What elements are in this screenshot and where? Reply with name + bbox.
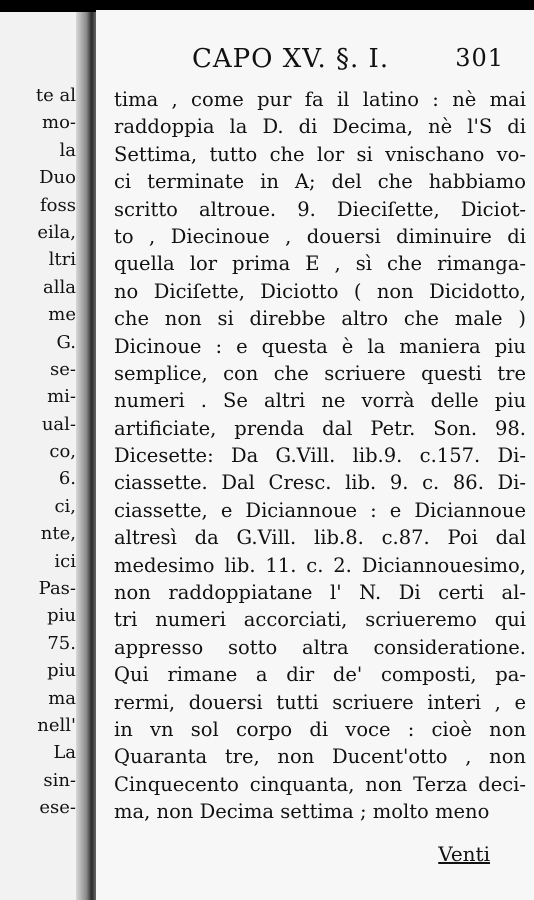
text-line: ciassette. Dal Cresc. lib. 9. c. 86. Di- [114,471,526,495]
left-text-fragment: mi- [47,386,76,408]
text-line: numeri . Se altri ne vorrà delle piu [114,389,526,413]
left-text-fragment: te al [35,85,76,106]
text-line: che non si direbbe altro che male ) [114,307,526,331]
left-text-fragment: alla [43,276,76,298]
text-line: Dicesette: Da G.Vill. lib.9. c.157. Di- [114,444,526,468]
left-text-fragment: sin- [43,769,76,791]
running-title: CAPO XV. §. I. [192,44,390,74]
left-text-fragment: la [59,139,76,161]
text-line: Quaranta tre, non Ducent'otto , non [114,745,526,769]
text-line: tri numeri accorciati, scriueremo qui [114,608,526,632]
left-text-fragment: ese- [39,797,76,819]
left-page-fragments [0,82,80,822]
left-text-fragment: Duo [39,167,76,189]
text-line: Cinquecento cinquanta, non Terza deci- [114,772,526,796]
text-line: ma, non Decima settima ; molto meno [114,800,490,824]
page-text [114,86,526,826]
text-line: raddoppia la D. di Decima, nè l'S di [114,115,526,139]
text-line: tima , come pur fa il latino : nè mai [114,88,526,111]
left-text-fragment: eila, [37,221,76,243]
left-text-fragment: ci, [54,495,76,517]
text-line: scritto altroue. 9. Dieciſette, Diciot- [114,197,526,221]
text-line: Dicinoue : e questa è la maniera piu [114,334,526,358]
left-text-fragment: ma [48,687,76,709]
left-text-fragment: foss [40,194,76,216]
text-line: in vn sol corpo di voce : cioè non [114,717,526,741]
right-page [96,10,534,900]
text-line: Qui rimane a dir de' composti, pa- [114,663,526,687]
text-line: appresso sotto altra consideratione. [114,635,526,659]
page-header [96,44,504,76]
left-text-fragment: ltri [48,249,76,271]
left-text-fragment: piu [47,605,76,627]
left-page [0,12,88,900]
text-line: ciassette, e Diciannoue : e Diciannoue [114,498,526,522]
left-text-fragment: piu [47,660,76,682]
text-line: ci terminate in A; del che habbiamo [114,170,526,194]
left-text-fragment: Pas- [38,578,76,600]
left-text-fragment: ici [54,550,76,572]
left-text-fragment: nte, [40,523,76,545]
left-text-fragment: se- [50,358,76,380]
text-line: altresì da G.Vill. lib.8. c.87. Poi dal [114,526,526,550]
text-line: Settima, tutto che lor si vnischano vo- [114,142,526,166]
page-number: 301 [455,44,504,72]
catchword: Venti [438,842,490,866]
left-text-fragment: me [48,304,76,326]
text-line: to , Diecinoue , douersi diminuire di [114,224,526,248]
left-text-fragment: co, [49,441,76,463]
left-text-fragment: G. [56,331,76,353]
text-line: rermi, douersi tutti scriuere interi , e [114,690,526,714]
text-line: non raddoppiatane l' N. Di certi al- [114,581,526,605]
text-line: semplice, con che scriuere questi tre [114,361,526,385]
left-text-fragment: mo- [42,112,76,134]
text-line: artificiate, prenda dal Petr. Son. 98. [114,416,526,440]
text-line: quella lor prima E , sì che rimanga- [114,252,526,276]
left-text-fragment: nell' [37,714,76,736]
text-line: no Diciſette, Diciotto ( non Dicidotto, [114,279,526,303]
left-text-fragment: ual- [41,413,76,435]
left-text-fragment: 75. [47,632,76,654]
left-text-fragment: La [53,742,76,764]
text-line: medesimo lib. 11. c. 2. Diciannouesimo, [114,553,526,577]
left-text-fragment: 6. [58,468,76,490]
